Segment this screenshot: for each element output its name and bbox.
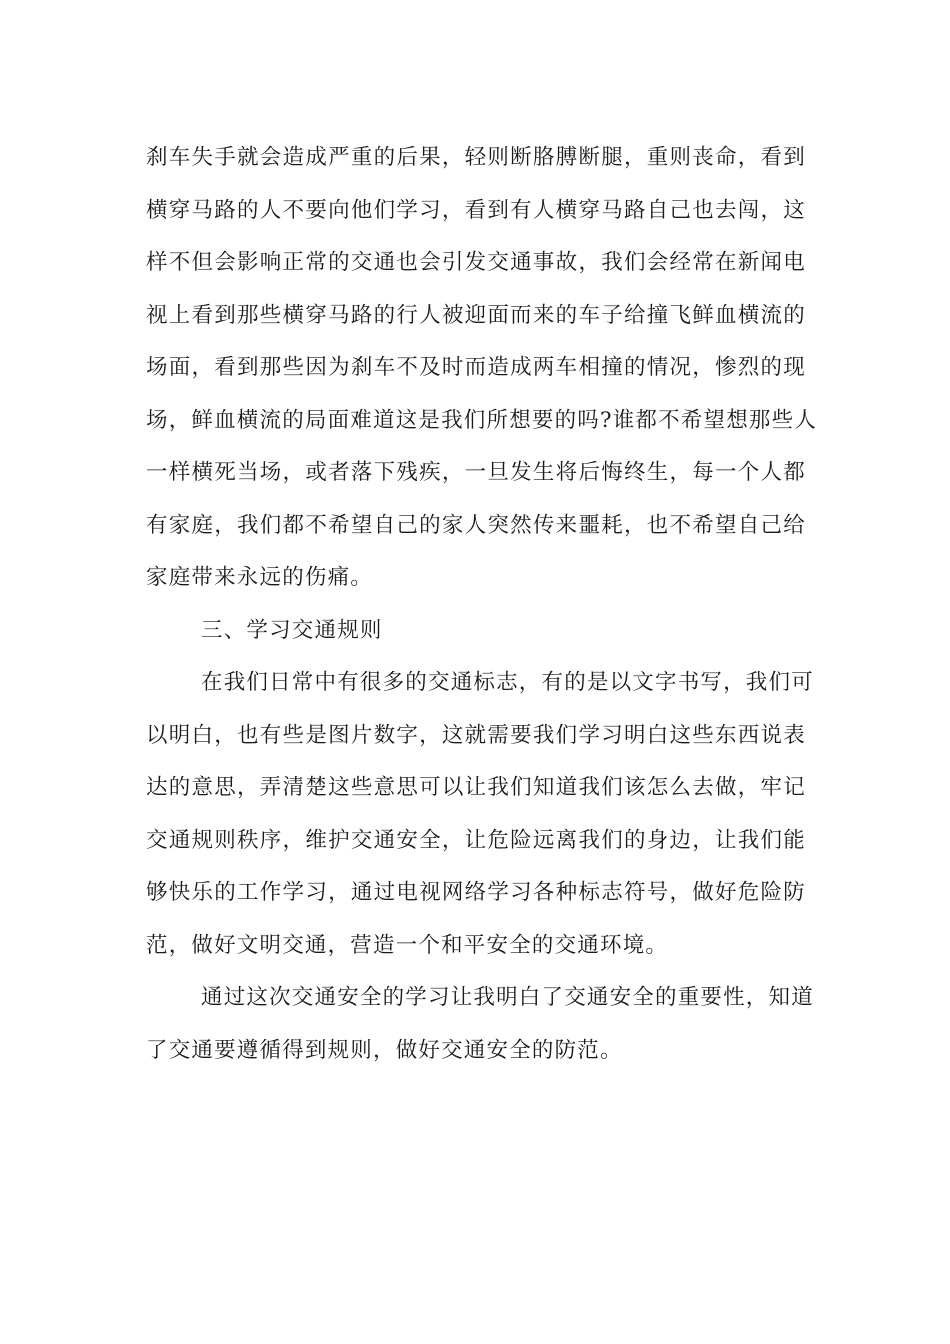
section-heading: [146, 605, 806, 658]
section-heading-text: 三、学习交通规则: [201, 617, 383, 643]
text-line: 范，做好文明交通，营造一个和平安全的交通环境。: [146, 932, 669, 958]
text-line: 场，鲜血横流的局面难道这是我们所想要的吗?谁都不希望想那些人: [146, 407, 818, 433]
text-line: 一样横死当场，或者落下残疾，一旦发生将后悔终生，每一个人都: [146, 460, 806, 485]
text-line: 刹车失手就会造成严重的后果，轻则断胳膊断腿，重则丧命，看到: [146, 145, 806, 170]
text-line: 有家庭，我们都不希望自己的家人突然传来噩耗，也不希望自己给: [146, 512, 806, 538]
text-line: 了交通要遵循得到规则，做好交通安全的防范。: [146, 1037, 623, 1063]
text-line: 够快乐的工作学习，通过电视网络学习各种标志符号，做好危险防: [146, 880, 806, 905]
document-body: [146, 132, 818, 1077]
text-line: 在我们日常中有很多的交通标志，有的是以文字书写，我们可: [201, 670, 814, 695]
text-line: 通过这次交通安全的学习让我明白了交通安全的重要性，知道: [201, 985, 814, 1010]
text-line: 场面，看到那些因为刹车不及时而造成两车相撞的情况，惨烈的现: [146, 355, 806, 380]
text-line: 家庭带来永远的伤痛。: [146, 565, 374, 590]
text-line: 视上看到那些横穿马路的行人被迎面而来的车子给撞飞鲜血横流的: [146, 302, 806, 328]
paragraph-consequences: [146, 132, 818, 605]
text-line: 以明白，也有些是图片数字，这就需要我们学习明白这些东西说表: [146, 722, 806, 748]
text-line: 交通规则秩序，维护交通安全，让危险远离我们的身边，让我们能: [146, 827, 806, 853]
text-line: 样不但会影响正常的交通也会引发交通事故，我们会经常在新闻电: [146, 250, 806, 275]
text-line: 达的意思，弄清楚这些意思可以让我们知道我们该怎么去做，牢记: [146, 775, 806, 800]
text-line: 横穿马路的人不要向他们学习，看到有人横穿马路自己也去闯，这: [146, 197, 806, 223]
paragraph-conclusion: [146, 972, 814, 1077]
paragraph-traffic-signs: [146, 657, 814, 972]
